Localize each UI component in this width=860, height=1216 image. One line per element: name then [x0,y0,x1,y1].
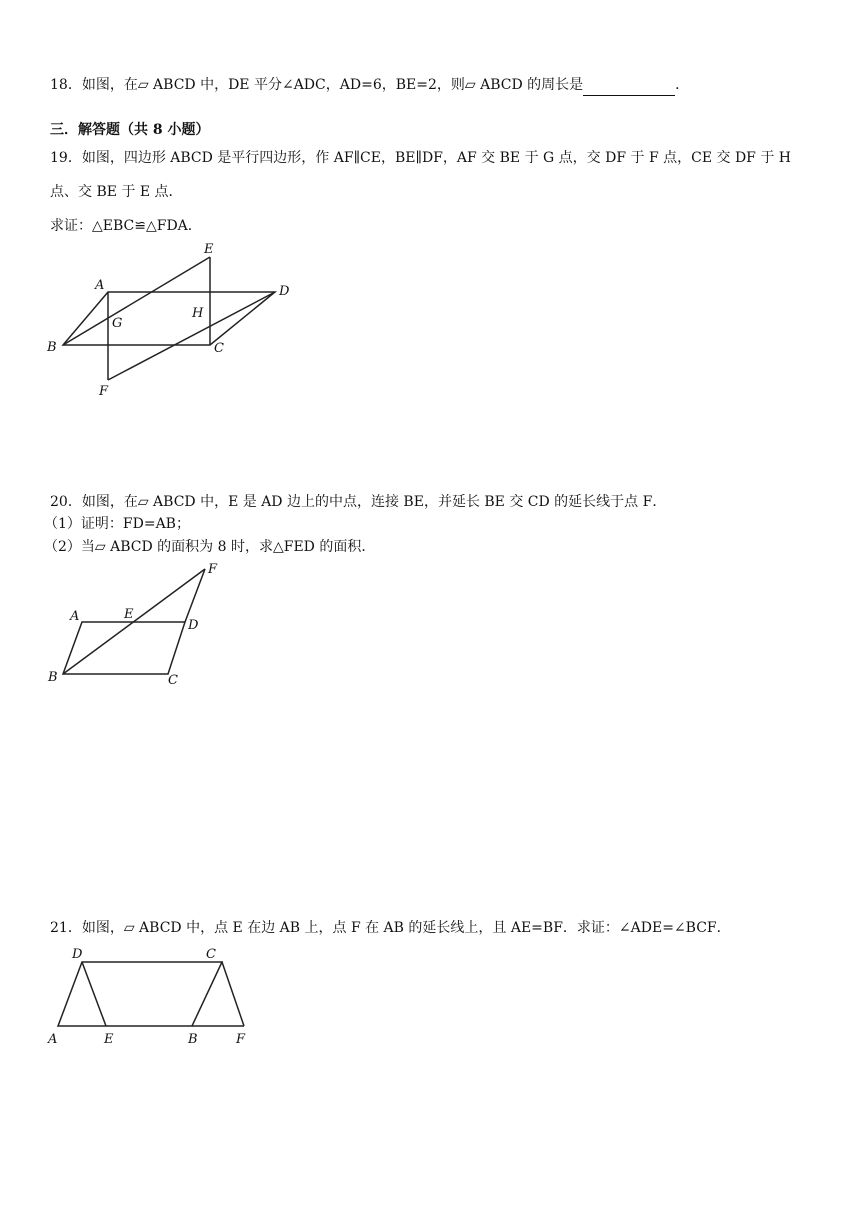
label-e: E [204,242,214,257]
parallelogram-abcd [63,292,275,345]
label-c: C [168,673,178,688]
label-e: E [104,1032,114,1047]
label-h: H [192,306,204,321]
label-b: B [48,670,58,685]
q19-diagram [40,235,290,405]
q20-line2: （1）证明：FD=AB； [44,516,190,532]
q20-figure [40,560,260,690]
label-f: F [99,384,109,399]
q18-end: ． [675,77,690,93]
label-a: A [95,278,105,293]
label-a: A [48,1032,58,1047]
q20-line3: （2）当▱ ABCD 的面积为 8 时，求△FED 的面积． [44,539,376,555]
q20-line1: 20．如图，在▱ ABCD 中，E 是 AD 边上的中点，连接 BE，并延长 BE 交 CD 的延长线于点 F． [50,494,667,510]
q19-line3: 求证：△EBC≌△FDA． [50,218,202,234]
label-e: E [124,607,134,622]
label-d: D [188,618,199,633]
q21-diagram [40,940,270,1050]
label-c: C [206,947,216,962]
q21-figure [40,940,270,1050]
segment-cf [222,962,244,1026]
answer-blank[interactable] [583,75,675,96]
segment-be [63,257,210,345]
label-d: D [279,284,290,299]
label-g: G [112,316,123,331]
q19-figure [40,235,290,405]
q18-line [50,75,689,96]
label-d: D [72,947,83,962]
q20-diagram [40,560,260,690]
label-c: C [214,341,224,356]
parallelogram-abcd [58,962,222,1026]
q18-text: 18．如图，在▱ ABCD 中，DE 平分∠ADC，AD=6，BE=2，则▱ ABCD 的周长是 [50,77,584,93]
q21-line1: 21．如图，▱ ABCD 中，点 E 在边 AB 上，点 F 在 AB 的延长线上，且 AE=BF．求证：∠ADE=∠BCF． [50,920,731,936]
label-a: A [70,609,80,624]
label-b: B [47,340,57,355]
section-title: 三．解答题（共 8 小题） [50,122,210,138]
q19-line2: 点、交 BE 于 E 点． [50,184,183,200]
segment-de [82,962,106,1026]
q19-line1: 19．如图，四边形 ABCD 是平行四边形，作 AF∥CE，BE∥DF，AF 交 BE 于 G 点，交 DF 于 F 点，CE 交 DF 于 H [50,150,791,166]
label-f: F [236,1032,246,1047]
label-b: B [188,1032,198,1047]
label-f: F [208,562,218,577]
